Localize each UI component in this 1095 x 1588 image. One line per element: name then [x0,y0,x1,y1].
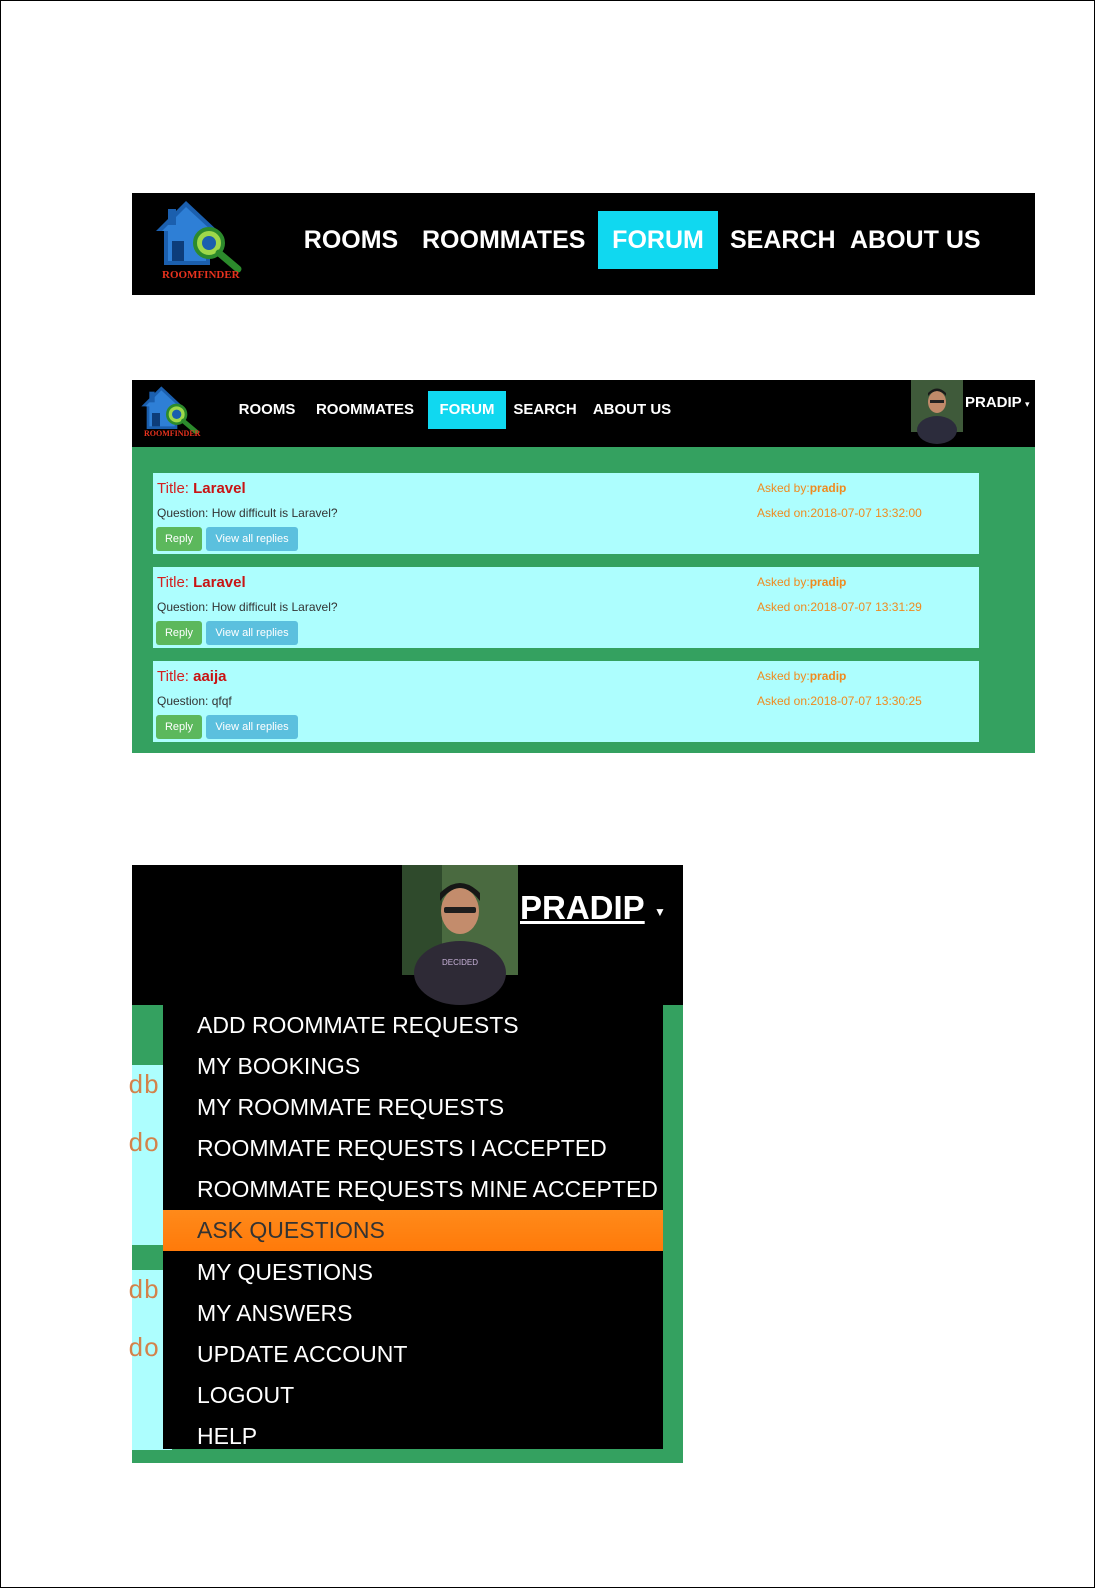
question-text: Question: qfqf [157,694,232,708]
menu-ask-questions[interactable]: ASK QUESTIONS [163,1210,663,1251]
question-text: Question: How difficult is Laravel? [157,506,338,520]
question-text-value: How difficult is Laravel? [211,600,338,614]
asked-on-value: 2018-07-07 13:30:25 [810,694,922,708]
logo-text: ROOMFINDER [162,269,240,281]
view-all-replies-button[interactable]: View all replies [206,715,298,739]
user-name[interactable]: PRADIP [965,394,1022,411]
caret-down-icon[interactable]: ▼ [654,905,666,919]
nav-about-us[interactable]: ABOUT US [850,226,981,254]
background-card-text: db [128,1071,160,1101]
question-title: Title: Laravel [157,480,246,497]
asked-on: Asked on:2018-07-07 13:30:25 [757,694,922,708]
reply-button[interactable]: Reply [156,621,202,645]
menu-roommate-requests-i-accepted[interactable]: ROOMMATE REQUESTS I ACCEPTED [197,1135,607,1161]
menu-update-account[interactable]: UPDATE ACCOUNT [197,1341,408,1367]
nav-about-us[interactable]: ABOUT US [592,401,672,418]
view-all-replies-button[interactable]: View all replies [206,621,298,645]
svg-text:DECIDED: DECIDED [442,958,479,967]
nav-search[interactable]: SEARCH [513,401,577,418]
asked-on: Asked on:2018-07-07 13:31:29 [757,600,922,614]
nav-roommates[interactable]: ROOMMATES [315,401,415,418]
question-title-value: aaija [193,668,227,685]
asked-by-value: pradip [809,481,847,495]
user-photo [402,865,518,975]
question-title: Title: Laravel [157,574,246,591]
menu-add-roommate-requests[interactable]: ADD ROOMMATE REQUESTS [197,1012,519,1038]
menu-my-roommate-requests[interactable]: MY ROOMMATE REQUESTS [197,1094,505,1120]
asked-on-value: 2018-07-07 13:31:29 [810,600,922,614]
question-title: Title: aaija [157,668,227,685]
logo[interactable] [154,201,244,281]
reply-button[interactable]: Reply [156,527,202,551]
user-dropdown-panel [128,865,683,1463]
asked-by: Asked by:pradip [757,669,847,683]
asked-by: Asked by:pradip [757,575,847,589]
menu-roommate-requests-mine-accepted[interactable]: ROOMMATE REQUESTS MINE ACCEPTED [197,1176,658,1202]
asked-by-value: pradip [809,575,847,589]
menu-my-bookings[interactable]: MY BOOKINGS [197,1053,361,1079]
background-card-text: do [128,1129,160,1159]
question-title-value: Laravel [193,480,246,497]
logo[interactable] [140,385,200,441]
user-name[interactable]: PRADIP [520,889,645,926]
nav-search[interactable]: SEARCH [730,226,836,254]
background-card-text: do [128,1334,160,1364]
avatar[interactable] [911,380,963,432]
user-dropdown-menu [163,1005,663,1449]
navbar-large [132,193,1035,295]
question-card [153,567,979,648]
menu-my-questions[interactable]: MY QUESTIONS [197,1259,373,1285]
question-card [153,661,979,742]
question-card [153,473,979,554]
menu-help[interactable]: HELP [197,1423,258,1449]
question-text-value: qfqf [211,694,232,708]
user-photo [911,380,963,432]
question-text-value: How difficult is Laravel? [211,506,338,520]
logo-text: ROOMFINDER [144,429,201,438]
avatar[interactable] [402,865,518,975]
asked-on: Asked on:2018-07-07 13:32:00 [757,506,922,520]
forum-navbar [132,380,1035,447]
menu-my-answers[interactable]: MY ANSWERS [197,1300,353,1326]
question-text: Question: How difficult is Laravel? [157,600,338,614]
asked-by-value: pradip [809,669,847,683]
asked-by: Asked by:pradip [757,481,847,495]
question-title-value: Laravel [193,574,246,591]
forum-panel [132,380,1035,753]
view-all-replies-button[interactable]: View all replies [206,527,298,551]
background-card-text: db [128,1276,160,1306]
menu-logout[interactable]: LOGOUT [197,1382,295,1408]
caret-down-icon[interactable]: ▾ [1025,399,1030,409]
asked-on-value: 2018-07-07 13:32:00 [810,506,922,520]
nav-forum[interactable]: FORUM [598,211,718,269]
nav-rooms[interactable]: ROOMS [238,401,296,418]
nav-rooms[interactable]: ROOMS [303,226,399,254]
nav-roommates[interactable]: ROOMMATES [422,226,586,254]
nav-forum[interactable]: FORUM [428,391,506,429]
reply-button[interactable]: Reply [156,715,202,739]
